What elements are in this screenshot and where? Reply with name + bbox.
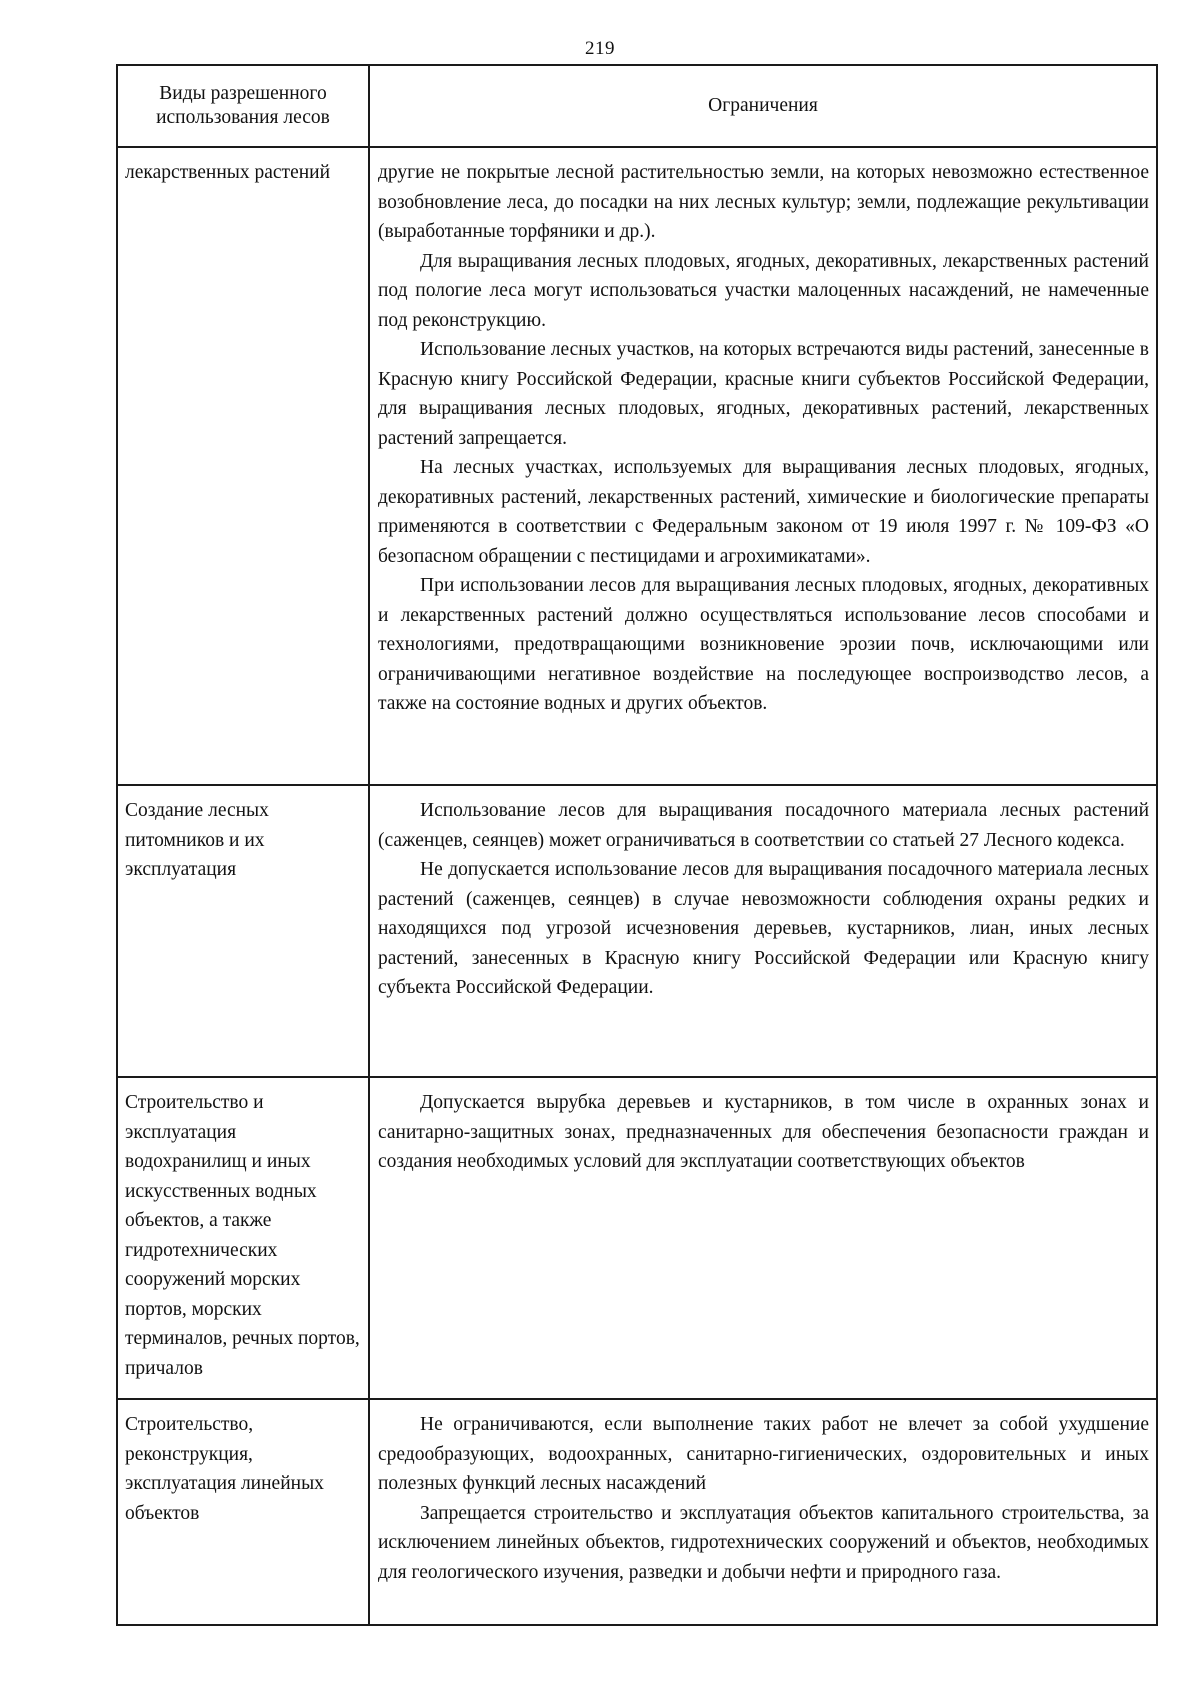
header-limits: Ограничения xyxy=(369,65,1157,147)
page-number: 219 xyxy=(585,38,615,59)
row-limits-cell xyxy=(369,1399,1157,1625)
row-kind-cell: лекарственных растений xyxy=(117,147,369,785)
limits-paragraph: Использование лесов для выращивания посадочного материала лесных растений (саженцев, сеянцев) может ограничиваться в соответствии со статьей 27 Лесного кодекса. xyxy=(378,800,1149,851)
table-row xyxy=(117,1399,1157,1625)
limits-paragraph: При использовании лесов для выращивания лесных плодовых, ягодных, декоративных и лекарственных растений должно осуществляться использование лесов способами и технологиями, предотвращающими возникновение эрозии почв, исключающими или ограничивающими негативное воздействие на последующее воспроизводство лесов, а также на состояние водных и других объектов. xyxy=(378,575,1149,714)
row-limits-cell xyxy=(369,785,1157,1077)
restrictions-table xyxy=(116,64,1158,1626)
row-kind-cell: Создание лесных питомников и их эксплуатация xyxy=(117,785,369,1077)
table-row xyxy=(117,1077,1157,1399)
table-row xyxy=(117,785,1157,1077)
table-header-row xyxy=(117,65,1157,147)
row-limits-cell xyxy=(369,147,1157,785)
row-kind-cell: Строительство и эксплуатация водохранилищ и иных искусственных водных объектов, а также гидротехнических сооружений морских портов, морских терминалов, речных портов, причалов xyxy=(117,1077,369,1399)
limits-paragraph: Не допускается использование лесов для выращивания посадочного материала лесных растений (саженцев, сеянцев) в случае невозможности соблюдения охраны редких и находящихся под угрозой исчезновения деревьев, кустарников, лиан, иных лесных растений, занесенных в Красную книгу Российской Федерации или Красную книгу субъекта Российской Федерации. xyxy=(378,859,1149,998)
limits-paragraph: Использование лесных участков, на которых встречаются виды растений, занесенные в Красную книгу Российской Федерации, красные книги субъектов Российской Федерации, для выращивания лесных плодовых, ягодных, декоративных растений, лекарственных растений запрещается. xyxy=(378,339,1149,449)
limits-paragraph: Допускается вырубка деревьев и кустарников, в том числе в охранных зонах и санитарно-защитных зонах, предназначенных для обеспечения безопасности граждан и создания необходимых условий для эксплуатации соответствующих объектов xyxy=(378,1092,1149,1172)
limits-paragraph: Запрещается строительство и эксплуатация объектов капитального строительства, за исключением линейных объектов, гидротехнических сооружений и объектов, необходимых для геологического изучения, разведки и добычи нефти и природного газа. xyxy=(378,1502,1149,1583)
limits-paragraph: другие не покрытые лесной растительностью земли, на которых невозможно естественное возобновление леса, до посадки на них лесных культур; земли, подлежащие рекультивации (выработанные торфяники и др.). xyxy=(378,162,1149,242)
row-kind-cell: Строительство, реконструкция, эксплуатация линейных объектов xyxy=(117,1399,369,1625)
limits-paragraph: Не ограничиваются, если выполнение таких работ не влечет за собой ухудшение средообразующих, водоохранных, санитарно-гигиенических, оздоровительных и иных полезных функций лесных насаждений xyxy=(378,1414,1149,1494)
limits-paragraph: На лесных участках, используемых для выращивания лесных плодовых, ягодных, декоративных растений, лекарственных растений, химические и биологические препараты применяются в соответствии с Федеральным законом от 19 июля 1997 г. № 109-ФЗ «О безопасном обращении с пестицидами и агрохимикатами». xyxy=(378,457,1149,567)
table-row xyxy=(117,147,1157,785)
limits-paragraph: Для выращивания лесных плодовых, ягодных, декоративных, лекарственных растений под пологие леса могут использоваться участки малоценных насаждений, не намеченные под реконструкцию. xyxy=(378,250,1149,331)
row-limits-cell xyxy=(369,1077,1157,1399)
header-kind: Виды разрешенного использования лесов xyxy=(117,65,369,147)
